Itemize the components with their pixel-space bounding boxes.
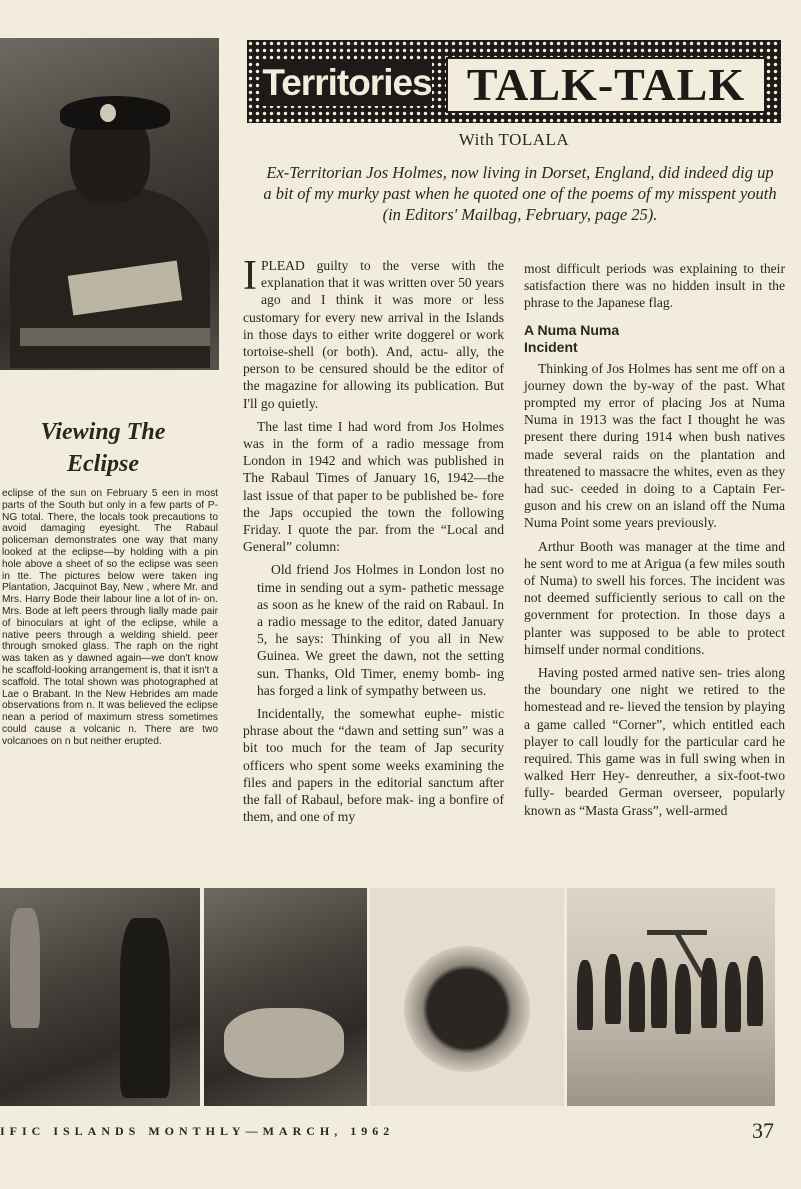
photo-person-shape <box>725 962 741 1032</box>
sidebar-caption: eclipse of the sun on February 5 een in most parts of the South but only in a few parts of P-NG total. There, the locals took precautions to avoid damaging eyesight. The Rabaul policeman demonstrates one way that many looked at the eclipse—by holding with a pin hole above a sheet of so the eclipse was seen in tte. The pictures below were taken ing Plantation, Jacquinot Bay, New , where Mr. and Mrs. Harry Bode their labour line a lot of in- on. Mrs. Bode at left peers through lially made pair of binoculars at ight of the eclipse, while a native peers through a welding shield. peer through smoked glass. The raph on the right was taken as y dawned again—we don't know he scaffold-looking arrangement is, that it isn't a scaffold. The total shown was photographed at Lae o Brabant. In the New Hebrides am made observations from n. It was believed the eclipse nean a period of maximum stress sometimes could cause a volcanic n. There are two volcanoes on n but neither erupted. <box>2 488 218 747</box>
article-paragraph-7: Having posted armed native sen- tries along the boundary one night we retired to the homestead and re- lieved the tension by playing a game called “Corner”, which entitled each player to call loudly for the particular card he required. This game was in full swing when in walked Herr Hey- denreuther, a six-foot-two fully- bearded German overseer, popularly known as “Masta Grass”, well-armed <box>524 665 785 818</box>
sidebar-title <box>8 416 198 480</box>
eclipse-photo-sun <box>370 888 564 1106</box>
intro-paragraph: Ex-Territorian Jos Holmes, now living in Dorset, England, did indeed dig up a bit of my murky past when he quoted one of the poems of my misspent youth (in Editors' Mailbag, February, page 25). <box>263 163 777 224</box>
running-footer: IFIC ISLANDS MONTHLY—MARCH, 1962 <box>0 1124 395 1138</box>
sidebar-title-line2: Eclipse <box>67 451 139 477</box>
drop-cap: I <box>243 253 257 299</box>
policeman-photo <box>0 38 219 370</box>
sidebar-title-line1: Viewing The <box>40 419 166 445</box>
article-paragraph-3: Incidentally, the somewhat euphe- mistic phrase about the “dawn and setting sun” was a bit too much for the team of Jap security officers who spent some weeks examining the files and papers in the editorial sanctum after the fall of Rabaul, before mak- ing a bonfire of them, and one of my <box>243 706 504 825</box>
photo-figure-shape <box>10 908 40 1028</box>
photo-person-shape <box>675 964 691 1034</box>
photo-person-shape <box>651 958 667 1028</box>
article-paragraph-4: most difficult periods was explaining to their satisfaction there was no hidden insult in the phrase to the Japanese flag. <box>524 261 785 311</box>
photo-figure-shape <box>120 918 170 1098</box>
photo-belt-shape <box>20 328 210 346</box>
banner-territories: Territories <box>262 60 432 106</box>
article-quote: Old friend Jos Holmes in London lost no time in sending out a sym- pathetic message as soon as he knew of the raid on Rabaul. In a radio message to the editor, dated January 5, he says: Thinking of you all in New Guinea. We greet the dawn, not the setting sun. Thanks, Old Timer, enemy bomb- ing has forged a link of sympathy between us. <box>257 562 504 698</box>
photo-person-shape <box>577 960 593 1030</box>
photo-person-shape <box>747 956 763 1026</box>
photo-person-shape <box>605 954 621 1024</box>
photo-figure-shape <box>224 1008 344 1078</box>
subheading: A Numa Numa Incident <box>524 321 620 355</box>
byline: With TOLALA <box>458 130 570 149</box>
eclipse-photo-shield <box>204 888 367 1106</box>
article-column-1 <box>243 253 504 826</box>
article-column-2 <box>524 260 785 819</box>
eclipse-photo-group <box>567 888 775 1106</box>
photo-person-shape <box>629 962 645 1032</box>
page-number: 37 <box>752 1118 774 1143</box>
article-paragraph-1: IPLEAD guilty to the verse with the explanation that it was written over 50 years ago and I think it was more or less customary for every new arrival in the Islands in those days to either write doggerel or work tortoise-shell (or both). And, actu- ally, the person to be censured should be the editor of the magazine for allowing its publication. But I'll go quietly. <box>243 253 504 411</box>
photo-badge-shape <box>100 104 116 122</box>
article-paragraph-6: Arthur Booth was manager at the time and he sent word to me at Arigua (a few miles south of Numa) to swell his forces. The incident was not deemed sufficiently serious to call on the government for protection. In those days a planter was supposed to be able to protect himself under normal conditions. <box>524 538 785 657</box>
eclipse-sun-disc <box>404 946 530 1072</box>
article-paragraph-2: The last time I had word from Jos Holmes was in the form of a radio message from London in 1942 and which was published in The Rabaul Times of January 16, 1942—the last issue of that paper to be published be- fore the Japs occupied the town the following Friday. I quote the par. from the “Local and General” column: <box>243 418 504 555</box>
banner-talk-talk: TALK-TALK <box>446 57 766 113</box>
eclipse-photo-binoculars <box>0 888 200 1106</box>
article-paragraph-5: Thinking of Jos Holmes has sent me off on a journey down the by-way of the past. What prompted my error of placing Jos at Numa Numa in 1913 was the fact I thought he was present there during 1914 when bush natives made several raids on the plantation and threatened to massacre the whites, even as they had suc- ceeded in doing to a Captain Fer- guson and his crew on an island off the Numa Numa Point some years previously. <box>524 360 785 531</box>
photo-person-shape <box>701 958 717 1028</box>
